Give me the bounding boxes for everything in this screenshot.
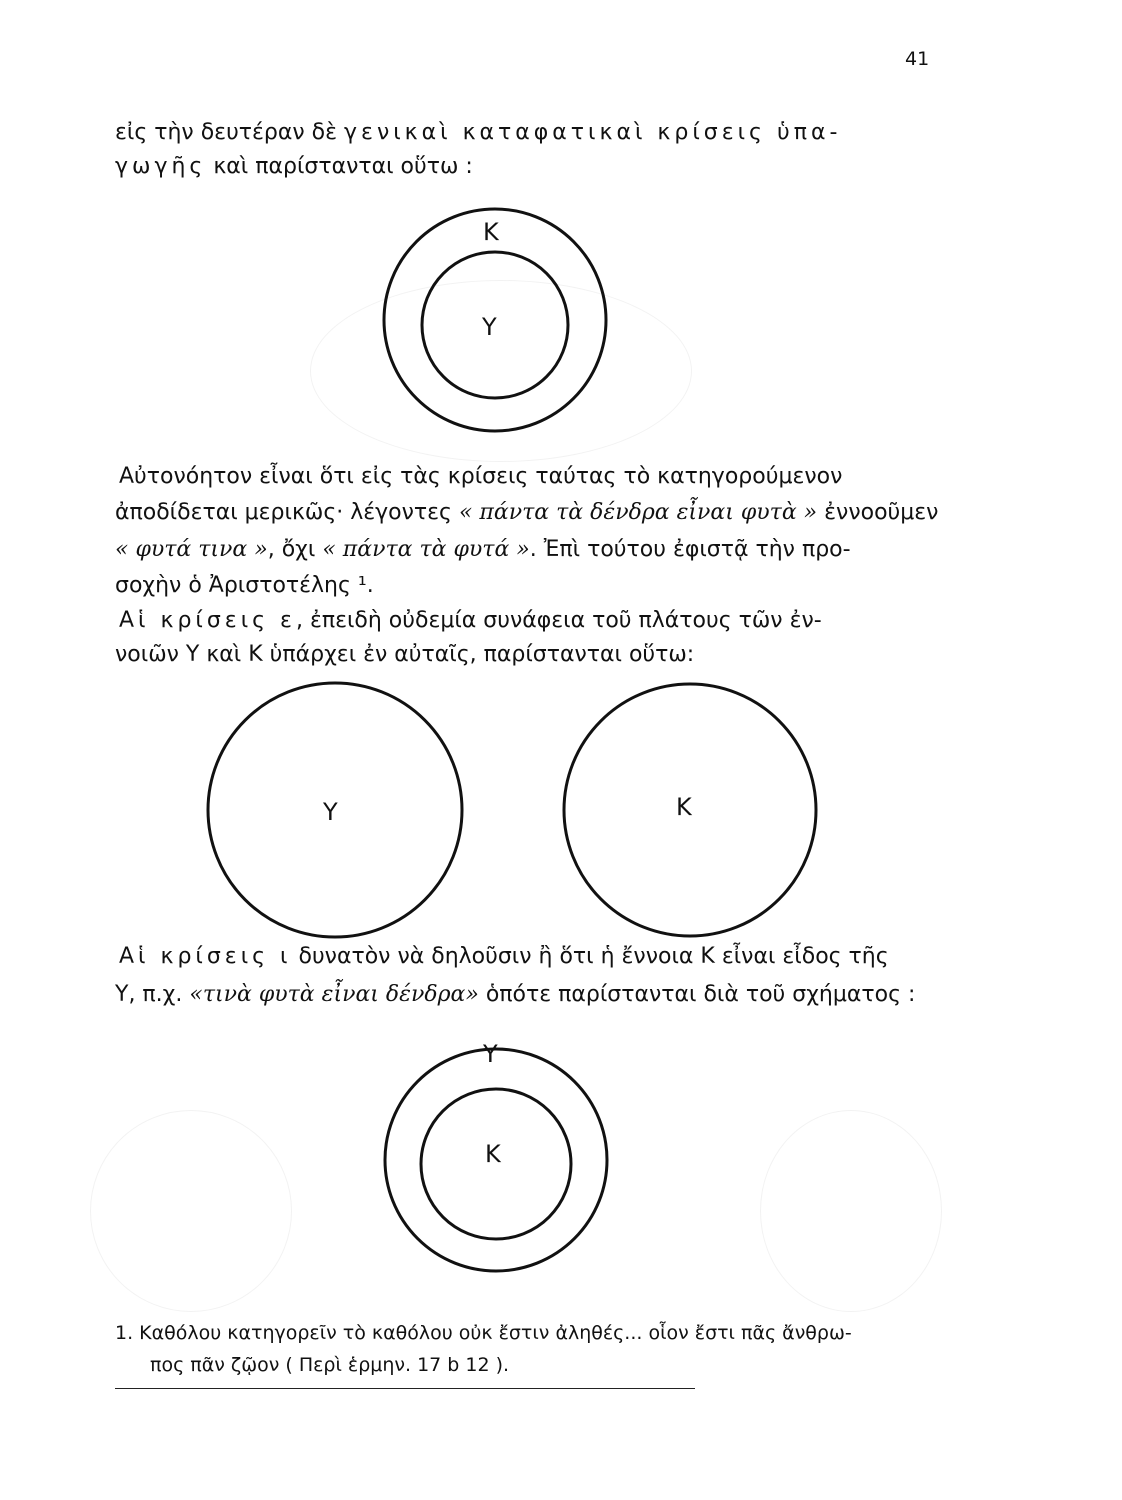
euler-diagram-inclusion-1 [355, 210, 635, 454]
quoted-example: «τινὰ φυτὰ εἶναι δένδρα» [189, 982, 479, 1007]
paragraph-line [115, 944, 947, 970]
paragraph-text: ἐννοοῦμεν [817, 500, 939, 525]
emphasized-term: Αἱ κρίσεις ι [119, 944, 292, 969]
intro-line [115, 154, 947, 180]
intro-text: εἰς τὴν δευτέραν δὲ [115, 120, 345, 145]
intro-text: καὶ παρίστανται οὕτω : [206, 154, 473, 179]
paragraph-text: . Ἐπὶ τούτου ἐφιστᾷ τὴν προ- [529, 537, 851, 562]
emphasized-term: γενικαὶ καταφατικαὶ κρίσεις ὑπα- [344, 120, 842, 145]
left-circle-label: Υ [323, 798, 338, 826]
paragraph-line [115, 464, 947, 490]
paragraph-line [115, 500, 947, 526]
paragraph-text: , ἐπειδὴ οὐδεμία συνάφεια τοῦ πλάτους τῶν ἐν- [295, 608, 822, 633]
bleed-through-mark [760, 1110, 942, 1312]
footnote-rule [115, 1388, 695, 1389]
outer-circle-label: Κ [483, 218, 499, 246]
paragraph-line [115, 573, 947, 599]
paragraph-text: ὁπότε παρίστανται διὰ τοῦ σχήματος : [478, 982, 916, 1007]
quoted-example: « φυτά τινα » [115, 537, 268, 562]
paragraph-line [115, 642, 947, 668]
paragraph-text: σοχὴν ὁ Ἀριστοτέλης ¹. [115, 573, 374, 598]
bleed-through-mark [90, 1110, 292, 1312]
intro-line [115, 120, 947, 146]
paragraph-text: , ὄχι [267, 537, 323, 562]
footnote-line: πος πᾶν ζῷον ( Περὶ ἑρμην. 17 b 12 ). [150, 1354, 510, 1376]
paragraph-line [115, 982, 947, 1008]
paragraph-line [115, 537, 947, 563]
footnote-line: 1. Καθόλου κατηγορεῖν τὸ καθόλου οὐκ ἔστιν ἀληθές... οἷον ἔστι πᾶς ἄνθρω- [115, 1322, 852, 1344]
euler-diagram-disjoint [200, 690, 940, 954]
paragraph-text: ἀποδίδεται μερικῶς· λέγοντες [115, 500, 459, 525]
paragraph-text: νοιῶν Υ καὶ Κ ὑπάρχει ἐν αὐταῖς, παρίστανται οὕτω: [115, 642, 695, 667]
inner-circle-label: Κ [485, 1140, 501, 1168]
paragraph-text: Υ, π.χ. [115, 982, 190, 1007]
emphasized-term: Αἱ κρίσεις ε [119, 608, 296, 633]
inner-circle-label: Υ [482, 313, 497, 341]
paragraph-text: Αὐτονόητον εἶναι ὅτι εἰς τὰς κρίσεις ταύτας τὸ κατηγορούμενον [119, 464, 843, 489]
quoted-example: « πάντα τὰ φυτά » [322, 537, 530, 562]
paragraph-text: δυνατὸν νὰ δηλοῦσιν ἢ ὅτι ἡ ἔννοια Κ εἶναι εἶδος τῆς [291, 944, 889, 969]
page-number: 41 [905, 48, 930, 70]
euler-diagram-inclusion-2 [355, 1038, 635, 1282]
right-circle-label: Κ [676, 793, 692, 821]
emphasized-term: γωγῆς [115, 154, 207, 179]
outer-circle-label: Υ [483, 1040, 498, 1068]
paragraph-line [115, 608, 947, 634]
quoted-example: « πάντα τὰ δένδρα εἶναι φυτὰ » [458, 500, 818, 525]
